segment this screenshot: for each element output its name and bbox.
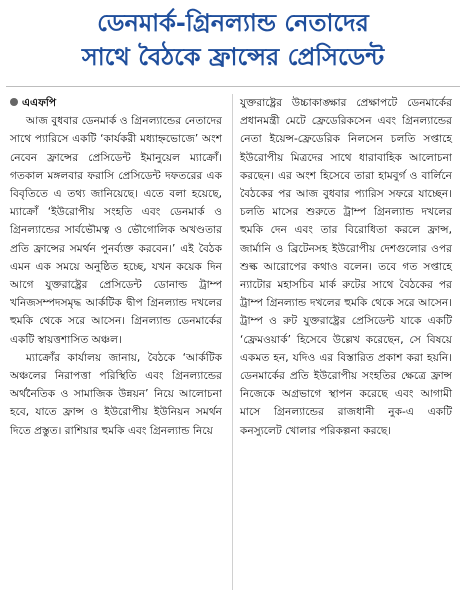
byline — [10, 94, 222, 112]
article-paragraph: আজ বুধবার ডেনমার্ক ও গ্রিনল্যান্ডের নেতাদের সাথে প্যারিসে একটি ‘কার্যকরী মধ্যাহ্নভোজে’ অংশ নেবেন ফ্রান্সের প্রেসিডেন্ট ইমানুয়েল ম্যাক্রোঁ। গতকাল মঙ্গলবার ফরাসি প্রেসিডেন্ট দফতরের এক বিবৃতিতে এ তথ্য জানিয়েছে। এতে বলা হয়েছে, ম্যাক্রোঁ ‘ইউরোপীয় সংহতি এবং ডেনমার্ক ও গ্রিনল্যান্ডের সার্বভৌমত্ব ও ভৌগোলিক অখণ্ডতার প্রতি ফ্রান্সের সমর্থন পুনর্ব্যক্ত করবেন।’ এই বৈঠক এমন এক সময়ে অনুষ্ঠিত হচ্ছে, যখন কয়েক দিন আগে যুক্তরাষ্ট্রের প্রেসিডেন্ট ডোনাল্ড ট্রাম্প খনিজসম্পদসমৃদ্ধ আর্কটিক দ্বীপ গ্রিনল্যান্ড দখলের হুমকি থেকে সরে আসেন। গ্রিনল্যান্ড ডেনমার্কের একটি স্বায়ত্তশাসিত অঞ্চল। — [10, 115, 222, 346]
headline — [0, 6, 466, 74]
article-paragraph: ম্যাক্রোঁর কার্যালয় জানায়, বৈঠকে ‘আর্কটিক অঞ্চলের নিরাপত্তা পরিস্থিতি এবং গ্রিনল্যান্ডের অর্থনৈতিক ও সামাজিক উন্নয়ন’ নিয়ে আলোচনা হবে, যাতে ফ্রান্স ও ইউরোপীয় ইউনিয়ন সমর্থন দিতে প্রস্তুত। রাশিয়ার হুমকি এবং গ্রিনল্যান্ড নিয়ে — [10, 351, 222, 437]
byline-text: এএফপি — [22, 97, 57, 109]
headline-divider — [6, 86, 460, 87]
bullet-icon — [10, 98, 18, 106]
headline-line-2: সাথে বৈঠকে ফ্রান্সের প্রেসিডেন্ট — [81, 43, 385, 71]
headline-line-1: ডেনমার্ক-গ্রিনল্যান্ড নেতাদের — [97, 9, 369, 37]
article-column-right — [240, 94, 452, 440]
column-divider — [232, 94, 233, 590]
article-column-left — [10, 94, 222, 440]
article-paragraph: যুক্তরাষ্ট্রের উচ্চাকাঙ্ক্ষার প্রেক্ষাপটে ডেনমার্কের প্রধানমন্ত্রী মেটে ফ্রেডেরিকসেন এবং গ্রিনল্যান্ডের নেতা ইয়েন্স-ফ্রেডেরিক নিলসেন চলতি সপ্তাহে ইউরোপীয় মিত্রদের সাথে ধারাবাহিক আলোচনা করছেন। এর অংশ হিসেবে তারা হামবুর্গ ও বার্লিনে বৈঠকের পর আজ বুধবার প্যারিস সফরে যাচ্ছেন। চলতি মাসের শুরুতে ট্রাম্প গ্রিনল্যান্ড দখলের হুমকি দেন এবং তার বিরোধিতা করলে ফ্রান্স, জার্মানি ও ব্রিটেনসহ ইউরোপীয় দেশগুলোর ওপর শুল্ক আরোপের কথাও বলেন। তবে গত সপ্তাহে ন্যাটোর মহাসচিব মার্ক রুটের সাথে বৈঠকের পর ট্রাম্প গ্রিনল্যান্ড দখলের হুমকি থেকে সরে আসেন। ট্রাম্প ও রুট যুক্তরাষ্ট্রের প্রেসিডেন্ট যাকে একটি ‘ফ্রেমওয়ার্ক’ হিসেবে উল্লেখ করেছেন, সে বিষয়ে একমত হন, যদিও এর বিস্তারিত প্রকাশ করা হয়নি। ডেনমার্কের প্রতি ইউরোপীয় সংহতির ক্ষেত্রে ফ্রান্স নিজেকে অগ্রভাগে স্থাপন করেছে এবং আগামী মাসে গ্রিনল্যান্ডের রাজধানী নুক-এ একটি কনস্যুলেট খোলার পরিকল্পনা করছে। — [240, 97, 452, 437]
